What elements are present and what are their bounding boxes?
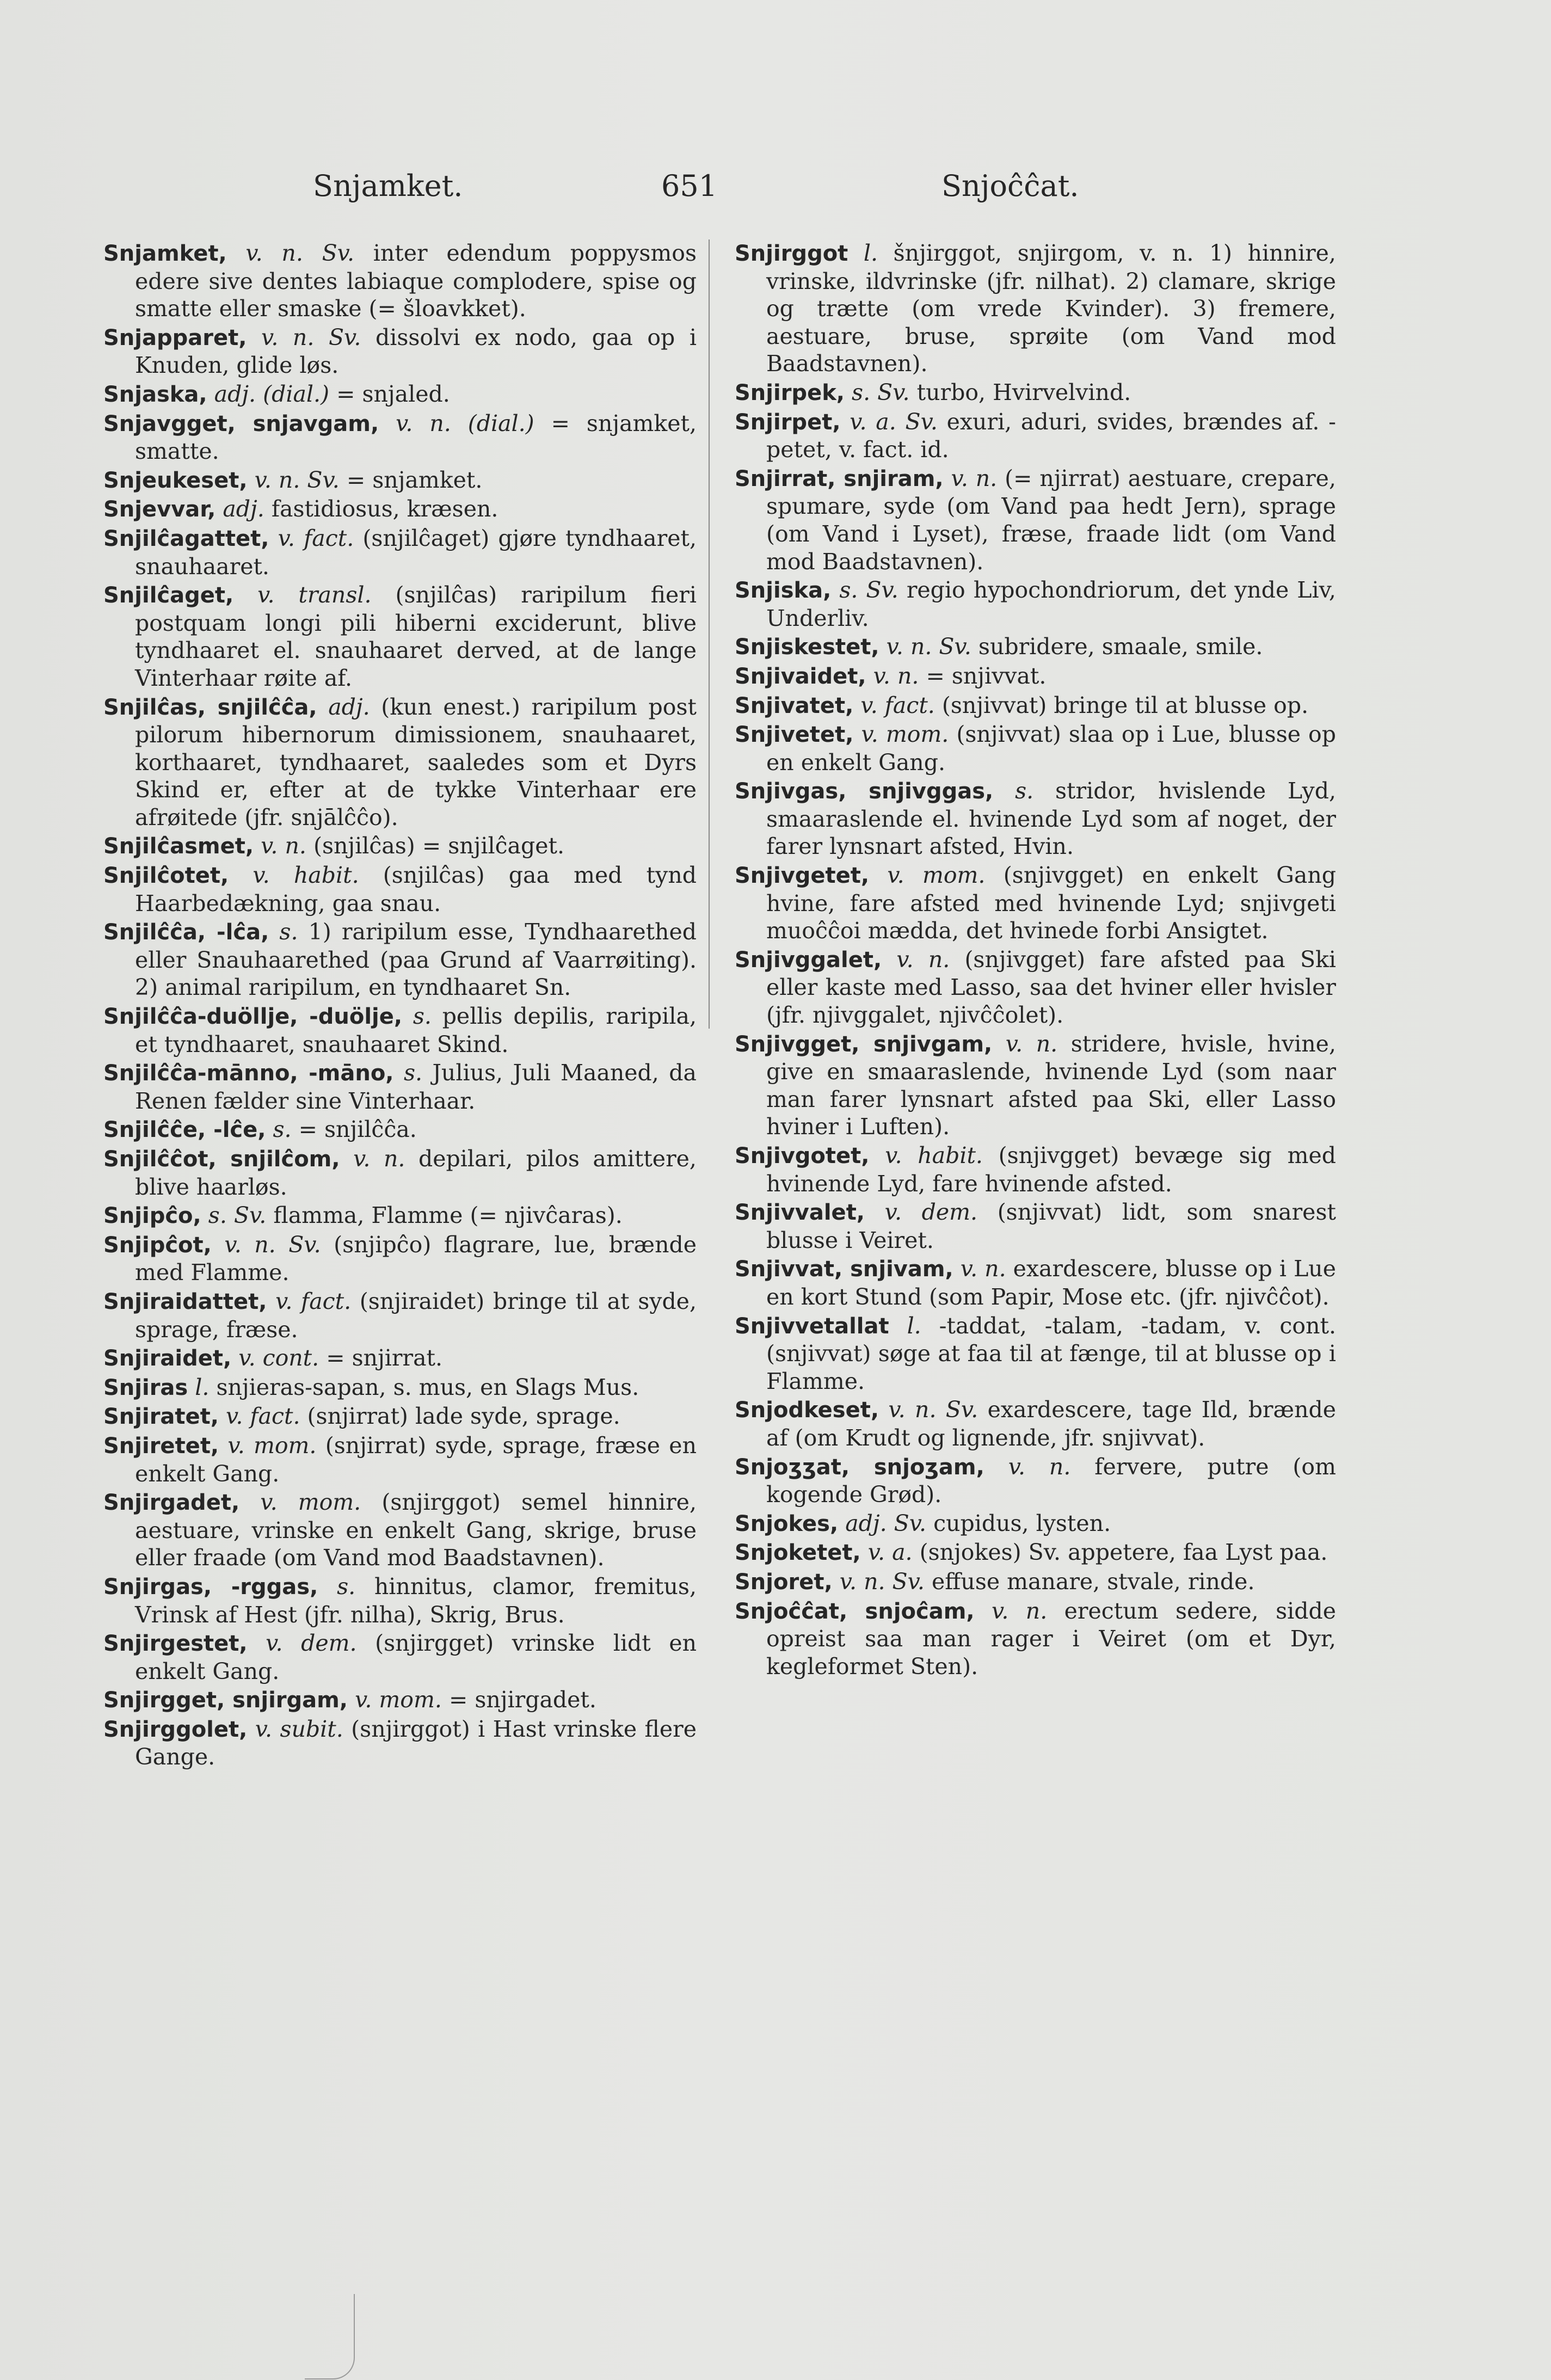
entry-grammar: v. n. [261,833,306,859]
entry-definition: hinnitus, clamor, fremitus, Vrinsk af Hest (jfr. nilha), Skrig, Brus. [135,1573,697,1628]
entry-headword: Snjiskestet, [735,635,879,660]
entry-definition: inter edendum poppysmos edere sive dentes labiaque complodere, spise og smatte eller smaske (= šloavkket). [135,240,697,322]
entry-headword: Snjivvalet, [735,1200,865,1226]
entry-headword: Snjivetet, [735,722,854,748]
entry-grammar: adj. (dial.) [214,380,330,407]
entry-definition: regio hypochondriorum, det ynde Liv, Underliv. [766,577,1336,631]
entry-definition: (snjirrat) lade syde, sprage. [307,1403,620,1430]
entry-headword: Snjilĉĉa-mānno, -māno, [103,1061,394,1086]
entry-headword: Snjirgget, snjirgam, [103,1688,348,1713]
entry-headword: Snjirggot [735,241,848,266]
dictionary-entry [103,1202,697,1230]
entry-headword: Snjivgas, snjivggas, [735,779,994,804]
page-header [0,169,1551,218]
entry-headword: Snjirrat, snjiram, [735,466,944,491]
entry-grammar: v. n. (dial.) [396,410,534,436]
dictionary-entry [735,1510,1336,1538]
entry-headword: Snjapparet, [103,325,247,350]
entry-headword: Snjipĉo, [103,1203,201,1229]
entry-grammar: v. n. [353,1146,405,1172]
entry-definition: (snjivgget) en enkelt Gang hvine, fare afsted med hvinende Lyd; snjivgeti muoĉĉoi mædda, det hvinede forbi Ansigtet. [766,862,1336,944]
dictionary-entry [735,239,1336,378]
entry-grammar: s. [279,919,298,945]
entry-grammar: l. [863,240,878,266]
dictionary-entry [735,721,1336,776]
dictionary-entry [103,1288,697,1343]
entry-definition: (snjipĉo) flagrare, lue, brænde med Flamme. [135,1231,697,1286]
entry-headword: Snjoʒʒat, snjoʒam, [735,1454,984,1480]
dictionary-entry [103,324,697,379]
entry-grammar: v. n. Sv. [245,240,355,266]
entry-definition: exardescere, blusse op i Lue en kort Stund (som Papir, Mose etc. (jfr. njivĉĉot). [766,1256,1336,1310]
entry-grammar: v. mom. [227,1432,317,1459]
dictionary-entry [103,581,697,692]
entry-definition: (kun enest.) raripilum post pilorum hibernorum dimissionem, snauhaaret, korthaaret, tyndhaaret, saaledes som et Dyrs Skind er, efter at de tykke Vinterhaar ere afrøitede (jfr. snjālĉĉo). [135,693,697,831]
entry-grammar: v. n. [896,946,950,973]
entry-grammar: v. n. [1008,1453,1071,1480]
entry-definition: (snjilĉaget) gjøre tyndhaaret, snauhaaret. [135,525,697,580]
entry-headword: Snjilĉaget, [103,583,234,608]
dictionary-entry [103,693,697,832]
entry-grammar: v. mom. [861,721,949,748]
dictionary-entry [103,1116,697,1144]
entry-definition: (snjivvat) lidt, som snarest blusse i Veiret. [766,1199,1336,1253]
entry-headword: Snjilĉĉa-duöllje, -duölje, [103,1004,403,1030]
entry-grammar: v. mom. [887,862,986,889]
entry-headword: Snjiretet, [103,1433,219,1459]
entry-grammar: v. fact. [860,692,935,718]
entry-definition: flamma, Flamme (= njivĉaras). [273,1202,623,1229]
entry-headword: Snjamket, [103,241,227,266]
entry-grammar: s. [337,1573,356,1600]
entry-grammar: v. mom. [260,1489,361,1516]
entry-headword: Snjivvetallat [735,1313,889,1339]
dictionary-entry [735,862,1336,945]
dictionary-entry [735,692,1336,720]
entry-grammar: l. [195,1374,210,1400]
entry-definition: -taddat, -talam, -tadam, v. cont. (snjivvat) søge at faa til at fænge, til at blusse op i Flamme. [766,1312,1336,1394]
entry-definition: fastidiosus, kræsen. [271,496,498,522]
entry-grammar: s. Sv. [208,1202,267,1229]
entry-definition: turbo, Hvirvelvind. [916,379,1131,405]
dictionary-entry [103,1432,697,1487]
running-head-left: Snjamket. [313,169,463,203]
entry-definition: fervere, putre (om kogende Grød). [766,1453,1336,1508]
dictionary-entry [103,380,697,409]
entry-definition: (= njirrat) aestuare, crepare, spumare, syde (om Vand paa hedt Jern), sprage (om Vand i Lyset), fræse, fraade lidt (om Vand mod Baadstavnen). [766,465,1336,575]
entry-grammar: s. [273,1116,292,1143]
entry-definition: = snjirgadet. [448,1687,596,1713]
entry-headword: Snjilĉagattet, [103,526,269,551]
entry-headword: Snjaska, [103,382,207,407]
entry-definition: (snjirggot) i Hast vrinske flere Gange. [135,1715,697,1770]
entry-headword: Snjevvar, [103,497,216,522]
entry-headword: Snjivggalet, [735,947,882,973]
dictionary-entry [103,1003,697,1058]
entry-grammar: v. dem. [884,1199,978,1226]
entry-definition: = snjivvat. [926,662,1047,689]
entry-headword: Snjivgotet, [735,1143,870,1169]
entry-definition: = snjamket. [346,466,483,493]
dictionary-entry [103,832,697,860]
entry-definition: cupidus, lysten. [933,1510,1111,1536]
dictionary-entry [735,946,1336,1029]
entry-headword: Snjodkeset, [735,1398,879,1423]
entry-definition: (snjivgget) bevæge sig med hvinende Lyd, fare hvinende afsted. [766,1142,1336,1197]
entry-headword: Snjilĉotet, [103,863,229,889]
entry-grammar: v. habit. [885,1142,983,1169]
dictionary-entry [103,1715,697,1771]
entry-grammar: s. [403,1060,423,1086]
entry-grammar: v. n. Sv. [261,324,361,350]
entry-headword: Snjirgas, -rggas, [103,1574,318,1600]
entry-definition: Julius, Juli Maaned, da Renen fælder sine Vinterhaar. [135,1060,697,1114]
entry-grammar: v. cont. [238,1345,319,1372]
entry-grammar: v. fact. [275,1288,352,1314]
dictionary-entry [103,525,697,580]
entry-definition: (snjirggot) semel hinnire, aestuare, vrinske en enkelt Gang, skrige, bruse eller fraade (om Vand mod Baadstavnen). [135,1489,697,1571]
entry-definition: (snjilĉas) raripilum fieri postquam longi pili hiberni exciderunt, blive tyndhaaret el. snauhaaret derved, at de lange Vinterhaar røite af. [135,582,697,691]
entry-headword: Snjilĉĉa, -lĉa, [103,920,269,945]
entry-grammar: s. Sv. [852,379,910,405]
entry-grammar: v. subit. [255,1715,343,1742]
entry-headword: Snjoret, [735,1569,833,1595]
entry-definition: (snjirrat) syde, sprage, fræse en enkelt Gang. [135,1432,697,1487]
entry-definition: = snjirrat. [326,1345,443,1372]
dictionary-entry [103,1374,697,1402]
entry-headword: Snjavgget, snjavgam, [103,411,379,436]
dictionary-entry [103,918,697,1001]
entry-definition: exardescere, tage Ild, brænde af (om Krudt og lignende, jfr. snjivvat). [766,1397,1336,1451]
entry-grammar: v. n. [873,662,919,689]
entry-headword: Snjilĉas, snjilĉĉa, [103,694,317,720]
entry-definition: snjieras-sapan, s. mus, en Slags Mus. [216,1374,639,1400]
entry-grammar: v. mom. [355,1687,442,1713]
entry-headword: Snjirpet, [735,409,841,435]
entry-grammar: adj. Sv. [845,1510,927,1536]
entry-headword: Snjivaidet, [735,663,866,689]
dictionary-entry [735,1597,1336,1681]
entry-grammar: v. dem. [266,1630,357,1657]
dictionary-entry [103,466,697,495]
entry-grammar: v. n. [960,1256,1006,1282]
entry-headword: Snjipĉot, [103,1232,212,1258]
entry-grammar: l. [907,1312,921,1339]
dictionary-entry [735,1396,1336,1452]
entry-grammar: v. transl. [257,582,372,608]
entry-headword: Snjivatet, [735,693,854,718]
entry-grammar: adj. [328,693,370,720]
dictionary-entry [103,410,697,465]
column-divider [709,239,710,1029]
entry-grammar: v. a. [867,1539,913,1566]
entry-headword: Snjeukeset, [103,468,248,493]
entry-definition: (snjivvat) slaa op i Lue, blusse op en enkelt Gang. [766,721,1336,776]
dictionary-entry [735,576,1336,632]
entry-headword: Snjiraidet, [103,1346,232,1372]
entry-definition: 1) raripilum esse, Tyndhaarethed eller Snauhaarethed (paa Grund af Vaarrøiting). 2) animal raripilum, en tyndhaaret Sn. [135,919,697,1001]
entry-headword: Snjoketet, [735,1540,861,1566]
entry-headword: Snjivvat, snjivam, [735,1257,953,1282]
running-head-right: Snjoĉĉat. [941,169,1079,203]
dictionary-entry [735,662,1336,691]
entry-definition: depilari, pilos amittere, blive haarløs. [135,1146,697,1200]
entry-grammar: v. a. Sv. [850,408,938,435]
entry-definition: subridere, smaale, smile. [978,634,1263,660]
entry-grammar: s. [1015,778,1034,804]
entry-grammar: v. n. Sv. [224,1231,321,1258]
dictionary-entry [103,1403,697,1431]
entry-grammar: v. n. [992,1597,1048,1624]
entry-grammar: v. n. [951,465,998,491]
entry-headword: Snjivgetet, [735,863,870,889]
entry-definition: exuri, aduri, svides, brændes af. -petet, v. fact. id. [766,408,1336,463]
entry-headword: Snjiratet, [103,1404,219,1430]
dictionary-entry [735,1312,1336,1395]
dictionary-entry [103,862,697,917]
entry-grammar: v. n. Sv. [886,634,971,660]
entry-headword: Snjirgestet, [103,1631,248,1657]
entry-grammar: v. fact. [278,525,354,551]
left-column [103,239,697,1772]
dictionary-entry [103,1629,697,1685]
entry-headword: Snjirgadet, [103,1490,240,1516]
dictionary-entry [103,1489,697,1572]
dictionary-entry [735,408,1336,464]
entry-grammar: v. n. Sv. [839,1568,925,1595]
entry-headword: Snjilĉĉe, -lĉe, [103,1117,266,1143]
entry-definition: (snjirgget) vrinske lidt en enkelt Gang. [135,1630,697,1684]
entry-definition: (snjilĉas) gaa med tynd Haarbedækning, gaa snau. [135,862,697,917]
dictionary-entry [103,1344,697,1373]
entry-headword: Snjiska, [735,578,832,604]
entry-grammar: v. n. [1005,1030,1058,1057]
entry-definition: (snjivgget) fare afsted paa Ski eller kaste med Lasso, saa det hviner eller hvisler (jfr. njivggalet, njivĉĉolet). [766,946,1336,1029]
dictionary-entry [735,1539,1336,1567]
dictionary-entry [735,777,1336,860]
entry-definition: = snjilĉĉa. [298,1116,417,1143]
page-corner-mark [305,2294,355,2379]
entry-definition: = snjamket, smatte. [135,410,697,465]
entry-headword: Snjiraidattet, [103,1289,267,1314]
entry-headword: Snjirggolet, [103,1717,248,1742]
dictionary-entry [735,1142,1336,1197]
page-number: 651 [661,169,718,203]
dictionary-entry [103,239,697,323]
dictionary-entry [735,1453,1336,1509]
entry-headword: Snjoĉĉat, snjoĉam, [735,1598,975,1624]
entry-definition: (snjivvat) bringe til at blusse op. [941,692,1309,718]
dictionary-entry [735,633,1336,661]
dictionary-entry [735,1030,1336,1141]
dictionary-entry [103,1059,697,1115]
right-column [735,239,1336,1681]
entry-definition: erectum sedere, sidde opreist saa man rager i Veiret (om et Dyr, kegleformet Sten). [766,1597,1336,1680]
dictionary-entry [103,1573,697,1628]
entry-grammar: v. n. Sv. [888,1397,978,1423]
entry-headword: Snjokes, [735,1511,839,1536]
entry-headword: Snjilĉasmet, [103,834,254,859]
entry-definition: stridere, hvisle, hvine, give en smaaraslende, hvinende Lyd (som naar man farer lynsnart afsted paa Ski, eller Lasso hviner i Luften). [766,1030,1336,1140]
entry-headword: Snjirpek, [735,380,845,405]
entry-grammar: s. Sv. [839,577,898,604]
entry-headword: Snjiras [103,1375,188,1400]
entry-definition: stridor, hvislende Lyd, smaaraslende el. hvinende Lyd som af noget, der farer lynsnart afsted, Hvin. [766,778,1336,860]
entry-definition: effuse manare, stvale, rinde. [932,1568,1255,1595]
entry-headword: Snjilĉĉot, snjilĉom, [103,1147,340,1172]
dictionary-entry [103,495,697,524]
dictionary-entry [735,1255,1336,1311]
entry-definition: (snjokes) Sv. appetere, faa Lyst paa. [919,1539,1328,1566]
dictionary-entry [103,1231,697,1287]
entry-grammar: s. [413,1003,432,1030]
entry-headword: Snjivgget, snjivgam, [735,1031,993,1057]
entry-grammar: v. fact. [226,1403,300,1430]
dictionary-entry [103,1686,697,1714]
dictionary-entry [735,1198,1336,1254]
entry-grammar: adj. [223,496,264,522]
dictionary-entry [735,1568,1336,1596]
dictionary-entry [103,1145,697,1201]
entry-definition: (snjiraidet) bringe til at syde, sprage, fræse. [135,1288,697,1343]
dictionary-entry [735,379,1336,407]
dictionary-entry [735,465,1336,575]
entry-definition: pellis depilis, raripila, et tyndhaaret, snauhaaret Skind. [135,1003,697,1057]
entry-definition: šnjirggot, snjirgom, v. n. 1) hinnire, vrinske, ildvrinske (jfr. nilhat). 2) clamare, skrige og trætte (om vrede Kvinder). 3) fremere, aestuare, bruse, sprøite (om Vand mod Baadstavnen). [766,240,1336,377]
entry-definition: (snjilĉas) = snjilĉaget. [313,833,565,859]
entry-definition: dissolvi ex nodo, gaa op i Knuden, glide løs. [135,324,697,379]
entry-definition: = snjaled. [336,380,450,407]
entry-grammar: v. habit. [253,862,359,889]
entry-grammar: v. n. Sv. [254,466,340,493]
